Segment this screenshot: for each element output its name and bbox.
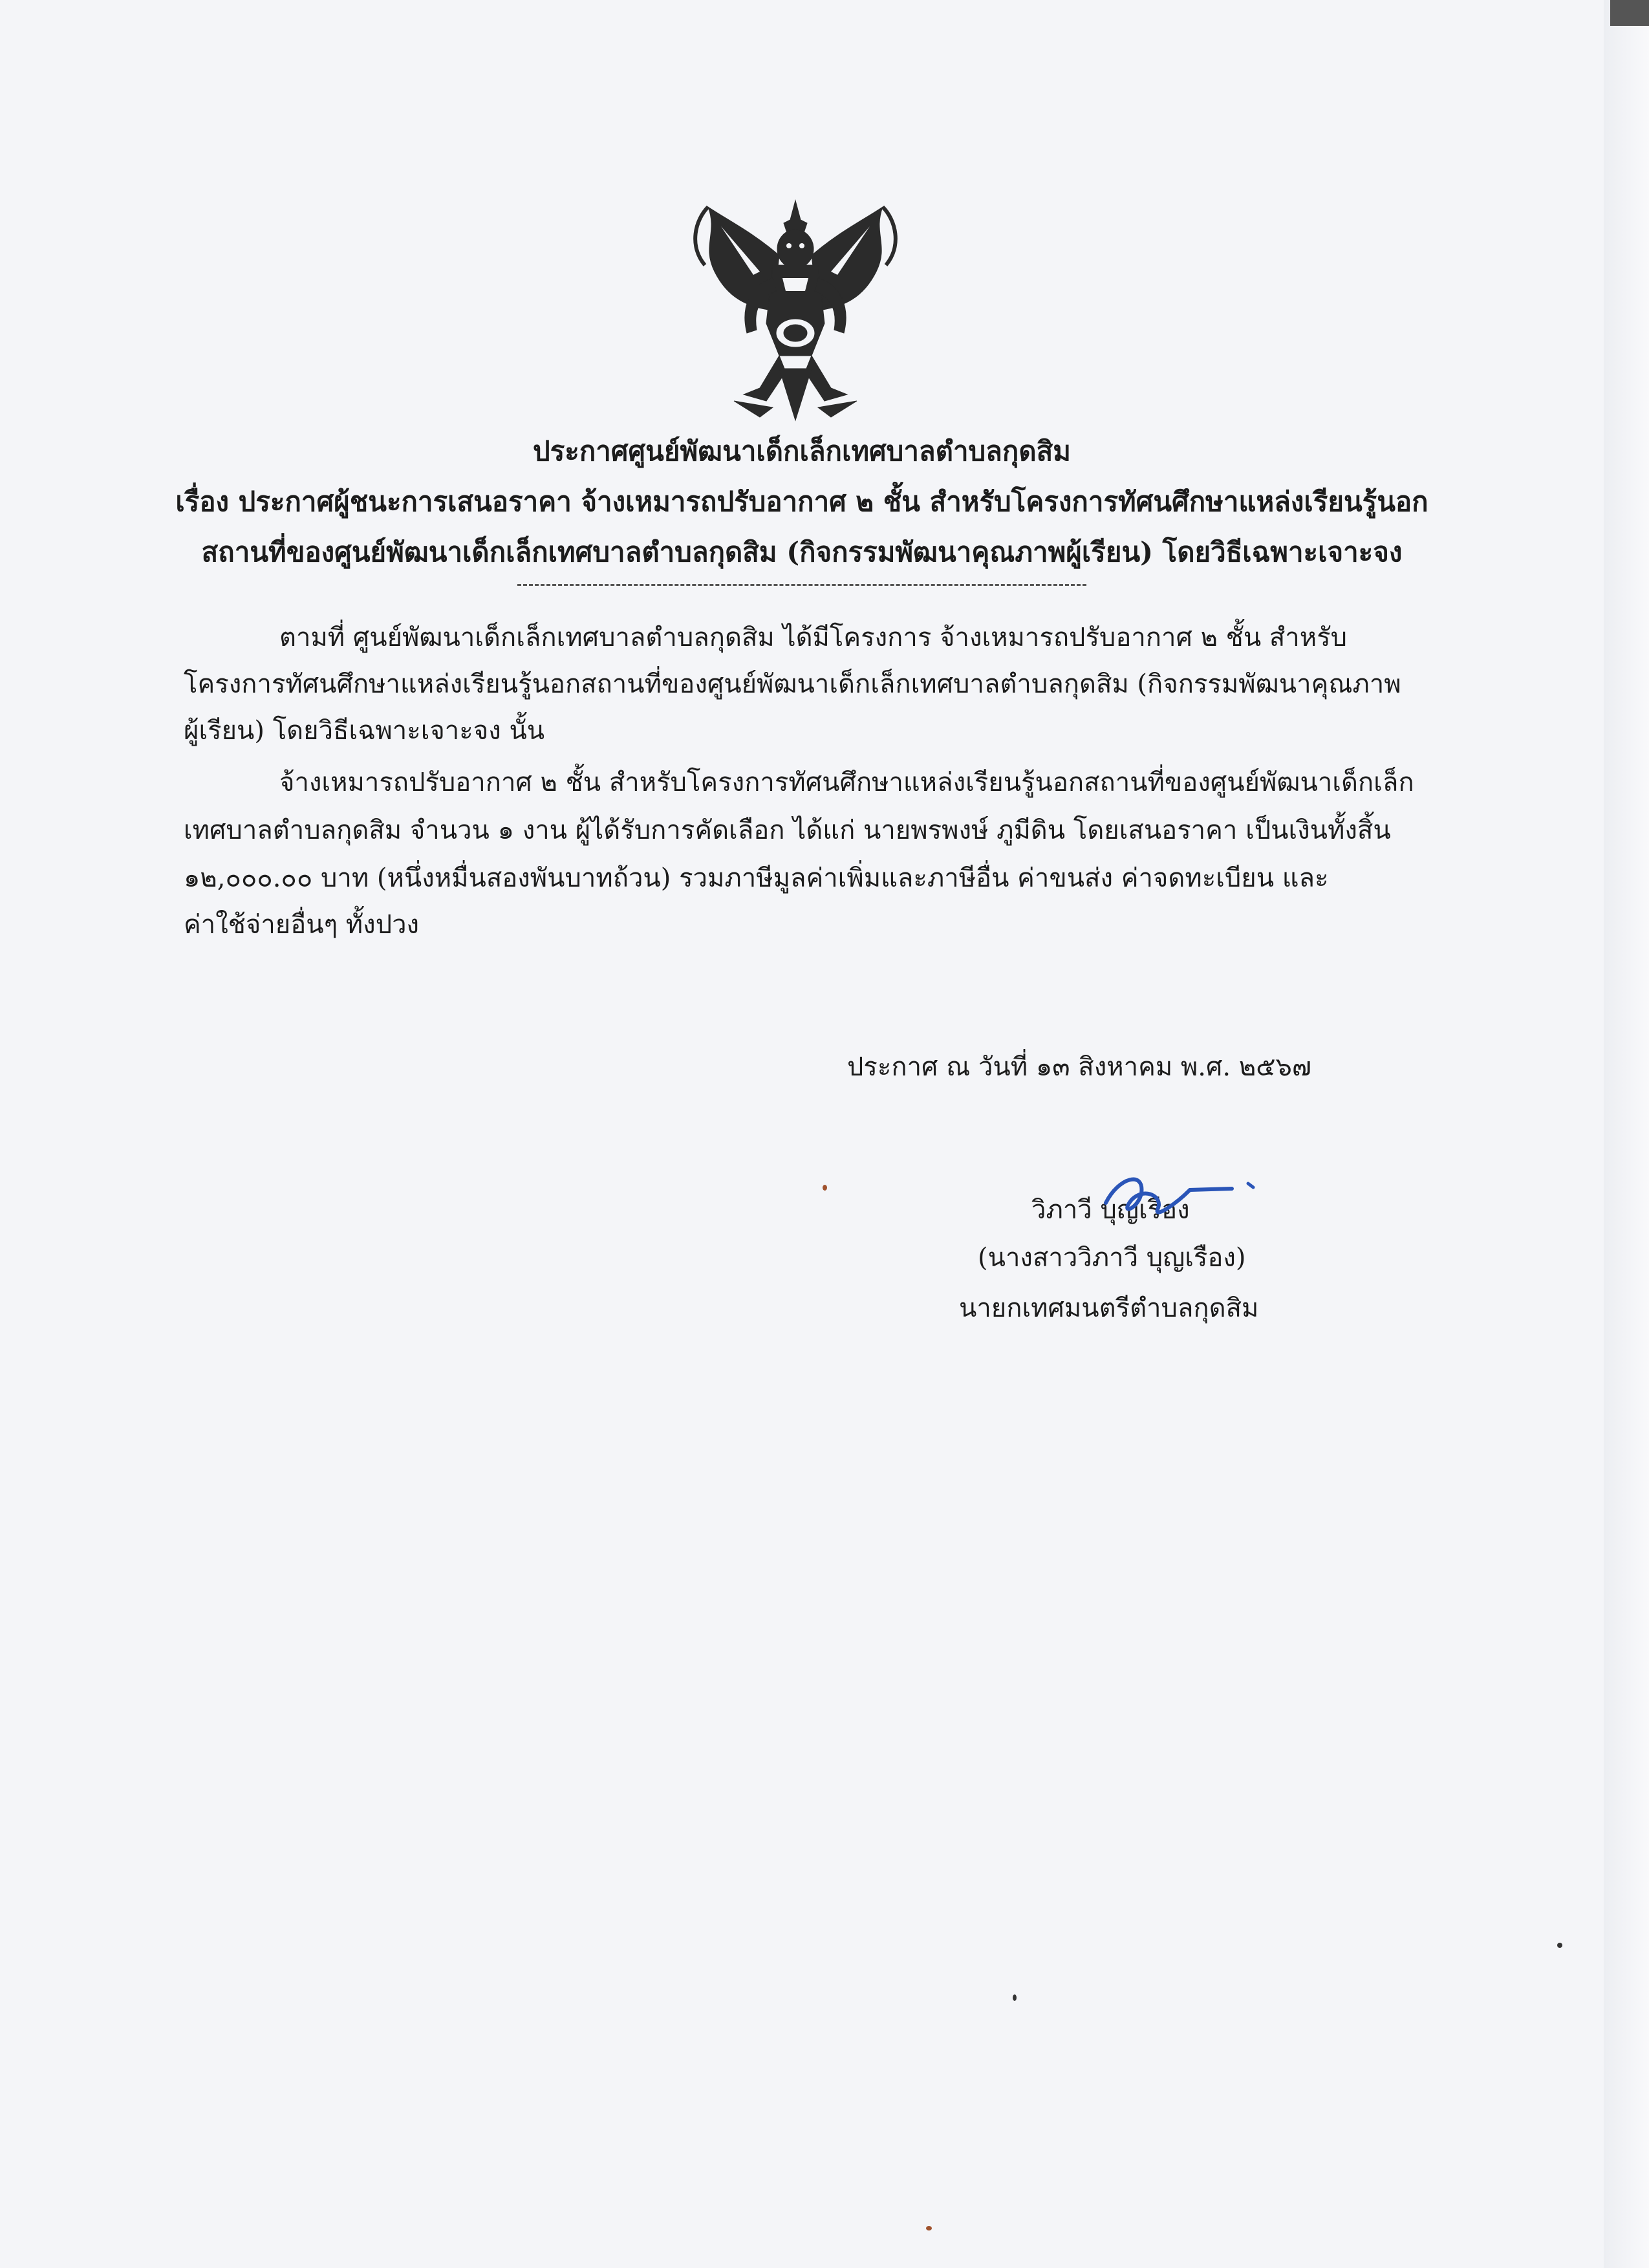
signatory-position: นายกเทศมนตรีตำบลกุดสิม <box>959 1293 1259 1323</box>
scan-speck <box>823 1185 827 1191</box>
scan-speck <box>1557 1943 1562 1948</box>
document-title: ประกาศศูนย์พัฒนาเด็กเล็กเทศบาลตำบลกุดสิม <box>533 435 1071 467</box>
paragraph-1-line-2: โครงการทัศนศึกษาแหล่งเรียนรู้นอกสถานที่ของศูนย์พัฒนาเด็กเล็กเทศบาลตำบลกุดสิม (กิจกรรมพัฒนาคุณภาพ <box>184 669 1401 699</box>
signature-name: วิภาวี บุญเรือง <box>1031 1195 1190 1225</box>
paragraph-1-line-1: ตามที่ ศูนย์พัฒนาเด็กเล็กเทศบาลตำบลกุดสิม ได้มีโครงการ จ้างเหมารถปรับอากาศ ๒ ชั้น สำหรับ <box>279 623 1347 653</box>
subject-line-1: เรื่อง ประกาศผู้ชนะการเสนอราคา จ้างเหมารถปรับอากาศ ๒ ชั้น สำหรับโครงการทัศนศึกษาแหล่งเรียนรู้นอก <box>175 486 1428 517</box>
paragraph-2-line-3: ๑๒,๐๐๐.๐๐ บาท (หนึ่งหมื่นสองพันบาทถ้วน) รวมภาษีมูลค่าเพิ่มและภาษีอื่น ค่าขนส่ง ค่าจดทะเบียน และ <box>184 863 1329 893</box>
signatory-full-name: (นางสาววิภาวี บุญเรือง) <box>978 1243 1246 1273</box>
handwritten-signature <box>1093 1164 1261 1235</box>
garuda-emblem-icon <box>682 194 909 427</box>
paragraph-2-line-1: จ้างเหมารถปรับอากาศ ๒ ชั้น สำหรับโครงการทัศนศึกษาแหล่งเรียนรู้นอกสถานที่ของศูนย์พัฒนาเด็กเล็ก <box>279 768 1414 797</box>
subject-line-2: สถานที่ของศูนย์พัฒนาเด็กเล็กเทศบาลตำบลกุดสิม (กิจกรรมพัฒนาคุณภาพผู้เรียน) โดยวิธีเฉพาะเจาะจง <box>201 536 1403 568</box>
scan-corner-mark <box>1610 0 1649 26</box>
announcement-date: ประกาศ ณ วันที่ ๑๓ สิงหาคม พ.ศ. ๒๕๖๗ <box>847 1052 1311 1082</box>
scan-speck <box>926 2226 932 2230</box>
title-divider <box>517 584 1086 586</box>
paragraph-2-line-4: ค่าใช้จ่ายอื่นๆ ทั้งปวง <box>184 910 420 940</box>
page-edge-shadow <box>1604 0 1649 2268</box>
scan-speck <box>1013 1994 1017 2001</box>
paragraph-2-line-2: เทศบาลตำบลกุดสิม จำนวน ๑ งาน ผู้ได้รับการคัดเลือก ได้แก่ นายพรพงษ์ ภูมีดิน โดยเสนอราคา เป็นเงินทั้งสิ้น <box>184 815 1391 845</box>
paragraph-1-line-3: ผู้เรียน) โดยวิธีเฉพาะเจาะจง นั้น <box>184 716 545 746</box>
